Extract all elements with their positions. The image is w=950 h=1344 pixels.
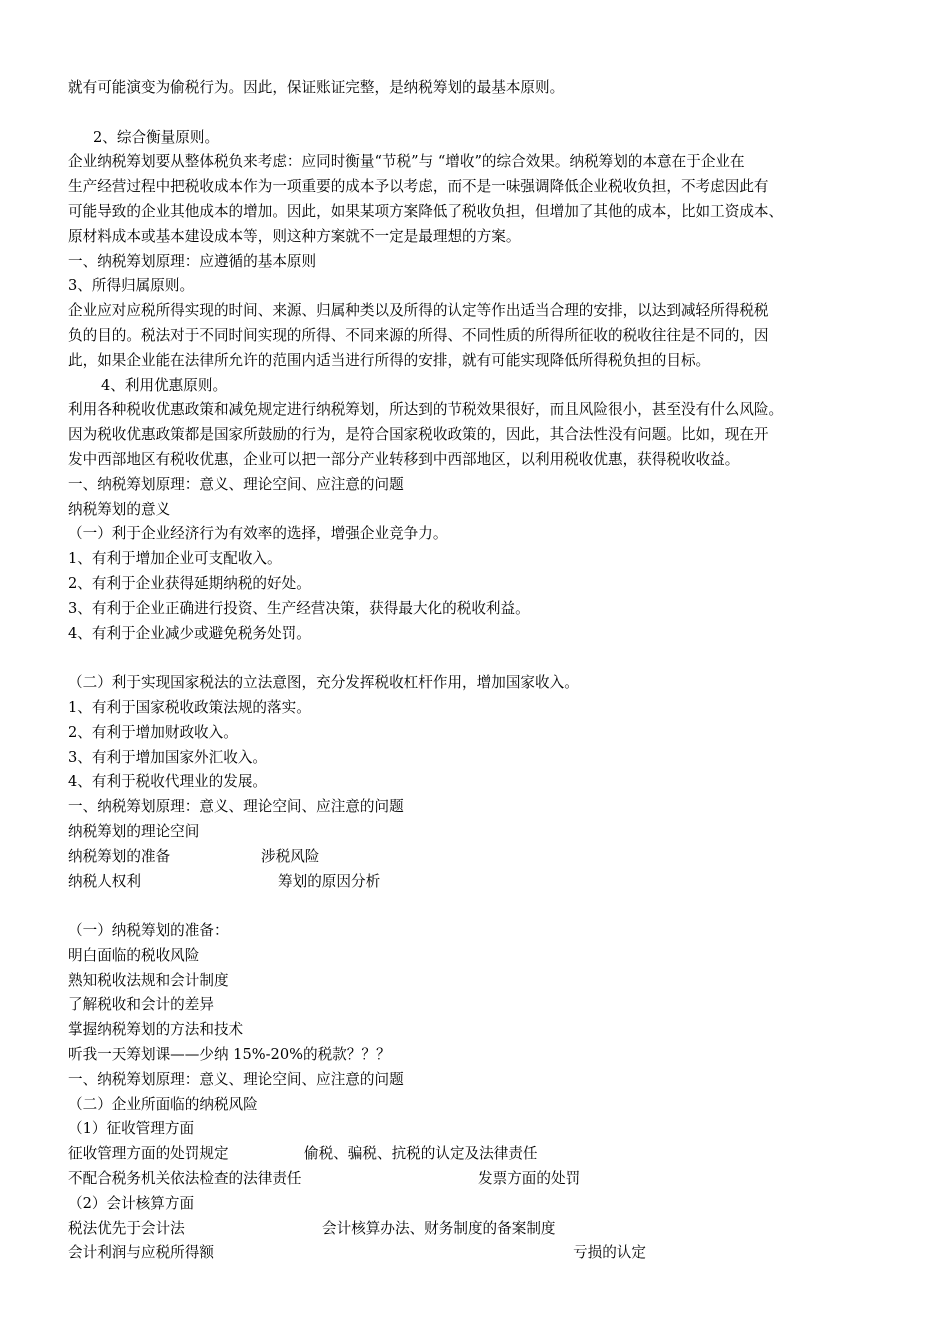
- list-item: 2、有利于企业获得延期纳税的好处。: [68, 574, 311, 592]
- paragraph-line: 发中西部地区有税收优惠，企业可以把一部分产业转移到中西部地区，以利用税收优惠，获得税收收益。: [68, 450, 740, 468]
- paragraph-line: 利用各种税收优惠政策和减免规定进行纳税筹划，所达到的节税效果很好，而且风险很小，甚至没有什么风险。: [68, 401, 784, 419]
- subsection-title: （2）会计核算方面: [68, 1194, 195, 1212]
- paragraph-line: 负的目的。税法对于不同时间实现的所得、不同来源的所得、不同性质的所得所征收的税收往往是不同的，因: [68, 326, 769, 344]
- paragraph-line: 就有可能演变为偷税行为。因此，保证账证完整，是纳税筹划的最基本原则。: [68, 79, 565, 96]
- section-title: 一、纳税筹划原理：意义、理论空间、应注意的问题: [68, 798, 404, 816]
- blank-line: [68, 894, 893, 919]
- row-left-text: 不配合税务机关依法检查的法律责任: [68, 1170, 302, 1188]
- list-item: 3、有利于增加国家外汇收入。: [68, 748, 268, 766]
- paragraph-line: 企业应对应税所得实现的时间、来源、归属种类以及所得的认定等作出适当合理的安排，以达到减轻所得税税: [68, 302, 769, 320]
- row-right-text: 亏损的认定: [573, 1244, 646, 1262]
- subsection-title: 纳税筹划的意义: [68, 500, 171, 518]
- section-title: 一、纳税筹划原理：意义、理论空间、应注意的问题: [68, 475, 404, 493]
- paragraph-line: 企业纳税筹划要从整体税负来考虑：应同时衡量“节税”与 “增收”的综合效果。纳税筹划的本意在于企业在: [68, 153, 745, 171]
- two-column-row: [68, 1167, 893, 1192]
- subsection-title: 纳税筹划的理论空间: [68, 822, 200, 840]
- paragraph-line: 此，如果企业能在法律所允许的范围内适当进行所得的安排，就有可能实现降低所得税负担的目标。: [68, 351, 711, 369]
- list-item: 1、有利于增加企业可支配收入。: [68, 550, 282, 568]
- row-left-text: 会计利润与应税所得额: [68, 1244, 214, 1262]
- list-heading: （二）企业所面临的纳税风险: [68, 1095, 258, 1113]
- two-column-row: [68, 1241, 893, 1266]
- row-left-text: 征收管理方面的处罚规定: [68, 1145, 229, 1163]
- list-item: 熟知税收法规和会计制度: [68, 971, 229, 989]
- row-right-text: 发票方面的处罚: [478, 1170, 581, 1188]
- row-right-text: 会计核算办法、财务制度的备案制度: [322, 1219, 556, 1237]
- paragraph-line: 因为税收优惠政策都是国家所鼓励的行为，是符合国家税收政策的，因此，其合法性没有问题。比如，现在开: [68, 426, 769, 444]
- list-item: 3、有利于企业正确进行投资、生产经营决策，获得最大化的税收利益。: [68, 599, 530, 617]
- section-title: 一、纳税筹划原理：应遵循的基本原则: [68, 252, 317, 270]
- list-item: 了解税收和会计的差异: [68, 996, 214, 1014]
- list-heading: （一）纳税筹划的准备：: [68, 922, 229, 940]
- paragraph-line: 生产经营过程中把税收成本作为一项重要的成本予以考虑，而不是一味强调降低企业税收负担，不考虑因此有: [68, 178, 769, 196]
- section-title: 一、纳税筹划原理：意义、理论空间、应注意的问题: [68, 1070, 404, 1088]
- section-heading: 4、利用优惠原则。: [101, 376, 228, 394]
- two-column-row: [68, 1217, 893, 1242]
- two-column-row: [68, 1142, 893, 1167]
- row-right-text: 偷税、骗税、抗税的认定及法律责任: [304, 1145, 538, 1163]
- two-column-row: [68, 845, 893, 870]
- section-heading: 2、综合衡量原则。: [93, 128, 220, 146]
- paragraph-line: 听我一天筹划课——少纳 15%-20%的税款？？？: [68, 1046, 391, 1064]
- subsection-title: （1）征收管理方面: [68, 1120, 195, 1138]
- row-right-text: 筹划的原因分析: [278, 872, 381, 890]
- list-heading: （二）利于实现国家税法的立法意图，充分发挥税收杠杆作用，增加国家收入。: [68, 674, 579, 692]
- list-heading: （一）利于企业经济行为有效率的选择，增强企业竞争力。: [68, 525, 448, 543]
- blank-line: [68, 646, 893, 671]
- list-item: 掌握纳税筹划的方法和技术: [68, 1021, 244, 1039]
- two-column-row: [68, 870, 893, 895]
- list-item: 4、有利于企业减少或避免税务处罚。: [68, 624, 311, 642]
- list-item: 1、有利于国家税收政策法规的落实。: [68, 698, 311, 716]
- row-left-text: 纳税人权利: [68, 872, 141, 890]
- list-item: 明白面临的税收风险: [68, 946, 200, 964]
- section-heading: 3、所得归属原则。: [68, 277, 195, 295]
- row-left-text: 税法优先于会计法: [68, 1219, 185, 1237]
- list-item: 2、有利于增加财政收入。: [68, 723, 238, 741]
- blank-line: [68, 101, 893, 126]
- list-item: 4、有利于税收代理业的发展。: [68, 773, 268, 791]
- document-page: [68, 76, 893, 1266]
- row-left-text: 纳税筹划的准备: [68, 847, 171, 865]
- row-right-text: 涉税风险: [261, 847, 320, 865]
- paragraph-line: 原材料成本或基本建设成本等，则这种方案就不一定是最理想的方案。: [68, 227, 521, 245]
- paragraph-line: 可能导致的企业其他成本的增加。因此，如果某项方案降低了税收负担，但增加了其他的成本，比如工资成本、: [68, 202, 784, 220]
